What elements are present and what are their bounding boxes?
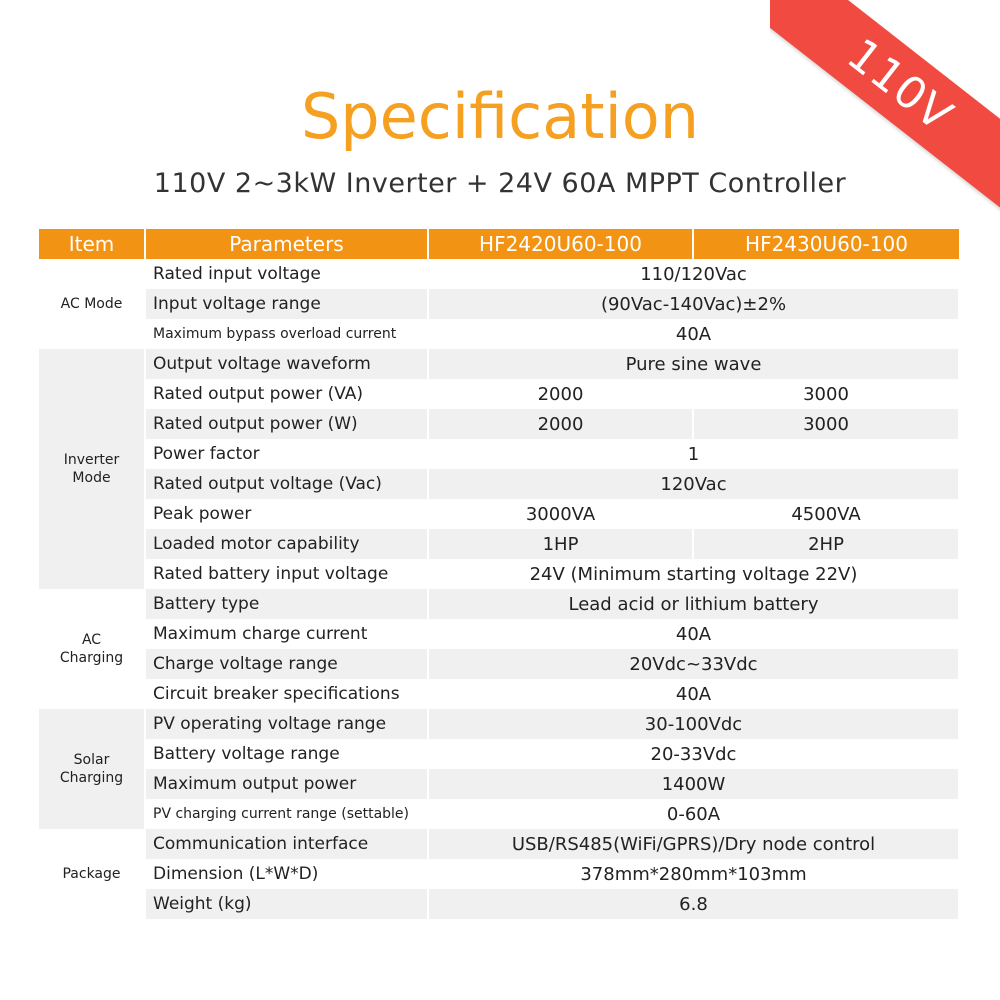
group-label: Mode	[72, 470, 111, 486]
table-row	[39, 709, 959, 739]
param-label: Rated battery input voltage	[145, 559, 428, 589]
group-ac-charging	[39, 589, 145, 709]
param-value: 40A	[428, 319, 959, 349]
group-package	[39, 829, 145, 919]
param-label: Input voltage range	[145, 289, 428, 319]
page-title: Specification	[300, 80, 700, 153]
param-value: Pure sine wave	[428, 349, 959, 379]
table-row	[39, 469, 959, 499]
table-row	[39, 529, 959, 559]
header-item: Item	[39, 229, 145, 259]
table-row	[39, 889, 959, 919]
param-value-model-1: 2000	[428, 409, 693, 439]
param-value-model-2: 3000	[693, 379, 959, 409]
param-value-model-2: 3000	[693, 409, 959, 439]
param-label: Communication interface	[145, 829, 428, 859]
table-row	[39, 259, 959, 289]
table-row	[39, 349, 959, 379]
group-label: AC	[81, 632, 102, 648]
group-label: Charging	[59, 650, 124, 666]
param-label: Rated output power (W)	[145, 409, 428, 439]
param-value: 110/120Vac	[428, 259, 959, 289]
param-value: 378mm*280mm*103mm	[428, 859, 959, 889]
header-parameters: Parameters	[145, 229, 428, 259]
param-value: 20-33Vdc	[428, 739, 959, 769]
param-label: Maximum output power	[145, 769, 428, 799]
param-value-model-2: 4500VA	[693, 499, 959, 529]
param-value-model-1: 1HP	[428, 529, 693, 559]
table-row	[39, 619, 959, 649]
group-inverter-mode	[39, 349, 145, 589]
group-solar-charging	[39, 709, 145, 829]
table-row	[39, 859, 959, 889]
param-value-model-1: 2000	[428, 379, 693, 409]
param-label: Rated input voltage	[145, 259, 428, 289]
param-label: Power factor	[145, 439, 428, 469]
param-value: 120Vac	[428, 469, 959, 499]
table-row	[39, 829, 959, 859]
table-row	[39, 679, 959, 709]
param-label: Rated output voltage (Vac)	[145, 469, 428, 499]
param-label: PV charging current range (settable)	[145, 799, 428, 829]
param-label: Battery voltage range	[145, 739, 428, 769]
table-row	[39, 769, 959, 799]
param-value-model-2: 2HP	[693, 529, 959, 559]
header-model-2: HF2430U60-100	[693, 229, 959, 259]
group-ac-mode	[39, 259, 145, 349]
param-value: (90Vac-140Vac)±2%	[428, 289, 959, 319]
table-row	[39, 559, 959, 589]
param-label: Loaded motor capability	[145, 529, 428, 559]
param-value: 40A	[428, 679, 959, 709]
param-label: Maximum charge current	[145, 619, 428, 649]
param-value: 24V (Minimum starting voltage 22V)	[428, 559, 959, 589]
table-row	[39, 799, 959, 829]
param-value: 6.8	[428, 889, 959, 919]
table-row	[39, 499, 959, 529]
param-value: 20Vdc~33Vdc	[428, 649, 959, 679]
page-subtitle: 110V 2~3kW Inverter + 24V 60A MPPT Controller	[153, 168, 847, 199]
param-label: Battery type	[145, 589, 428, 619]
param-label: Charge voltage range	[145, 649, 428, 679]
group-label: AC Mode	[60, 296, 123, 312]
table-row	[39, 409, 959, 439]
voltage-badge: 110V	[770, 0, 1000, 217]
table-row	[39, 439, 959, 469]
param-value: 1400W	[428, 769, 959, 799]
group-label: Solar	[73, 752, 110, 768]
param-label: Rated output power (VA)	[145, 379, 428, 409]
group-label: Charging	[59, 770, 124, 786]
param-label: Weight (kg)	[145, 889, 428, 919]
param-value-model-1: 3000VA	[428, 499, 693, 529]
param-label: Maximum bypass overload current	[145, 319, 428, 349]
table-row	[39, 649, 959, 679]
specification-table	[39, 229, 960, 919]
param-label: PV operating voltage range	[145, 709, 428, 739]
group-label: Package	[62, 866, 121, 882]
param-value: 40A	[428, 619, 959, 649]
header-model-1: HF2420U60-100	[428, 229, 693, 259]
table-row	[39, 289, 959, 319]
param-label: Dimension (L*W*D)	[145, 859, 428, 889]
param-value: USB/RS485(WiFi/GPRS)/Dry node control	[428, 829, 959, 859]
param-label: Peak power	[145, 499, 428, 529]
group-label: Inverter	[63, 452, 120, 468]
param-value: 0-60A	[428, 799, 959, 829]
param-value: 30-100Vdc	[428, 709, 959, 739]
param-value: 1	[428, 439, 959, 469]
param-label: Circuit breaker specifications	[145, 679, 428, 709]
table-row	[39, 379, 959, 409]
table-row	[39, 739, 959, 769]
param-label: Output voltage waveform	[145, 349, 428, 379]
param-value: Lead acid or lithium battery	[428, 589, 959, 619]
table-row	[39, 319, 959, 349]
table-header-row	[39, 229, 959, 259]
table-row	[39, 589, 959, 619]
